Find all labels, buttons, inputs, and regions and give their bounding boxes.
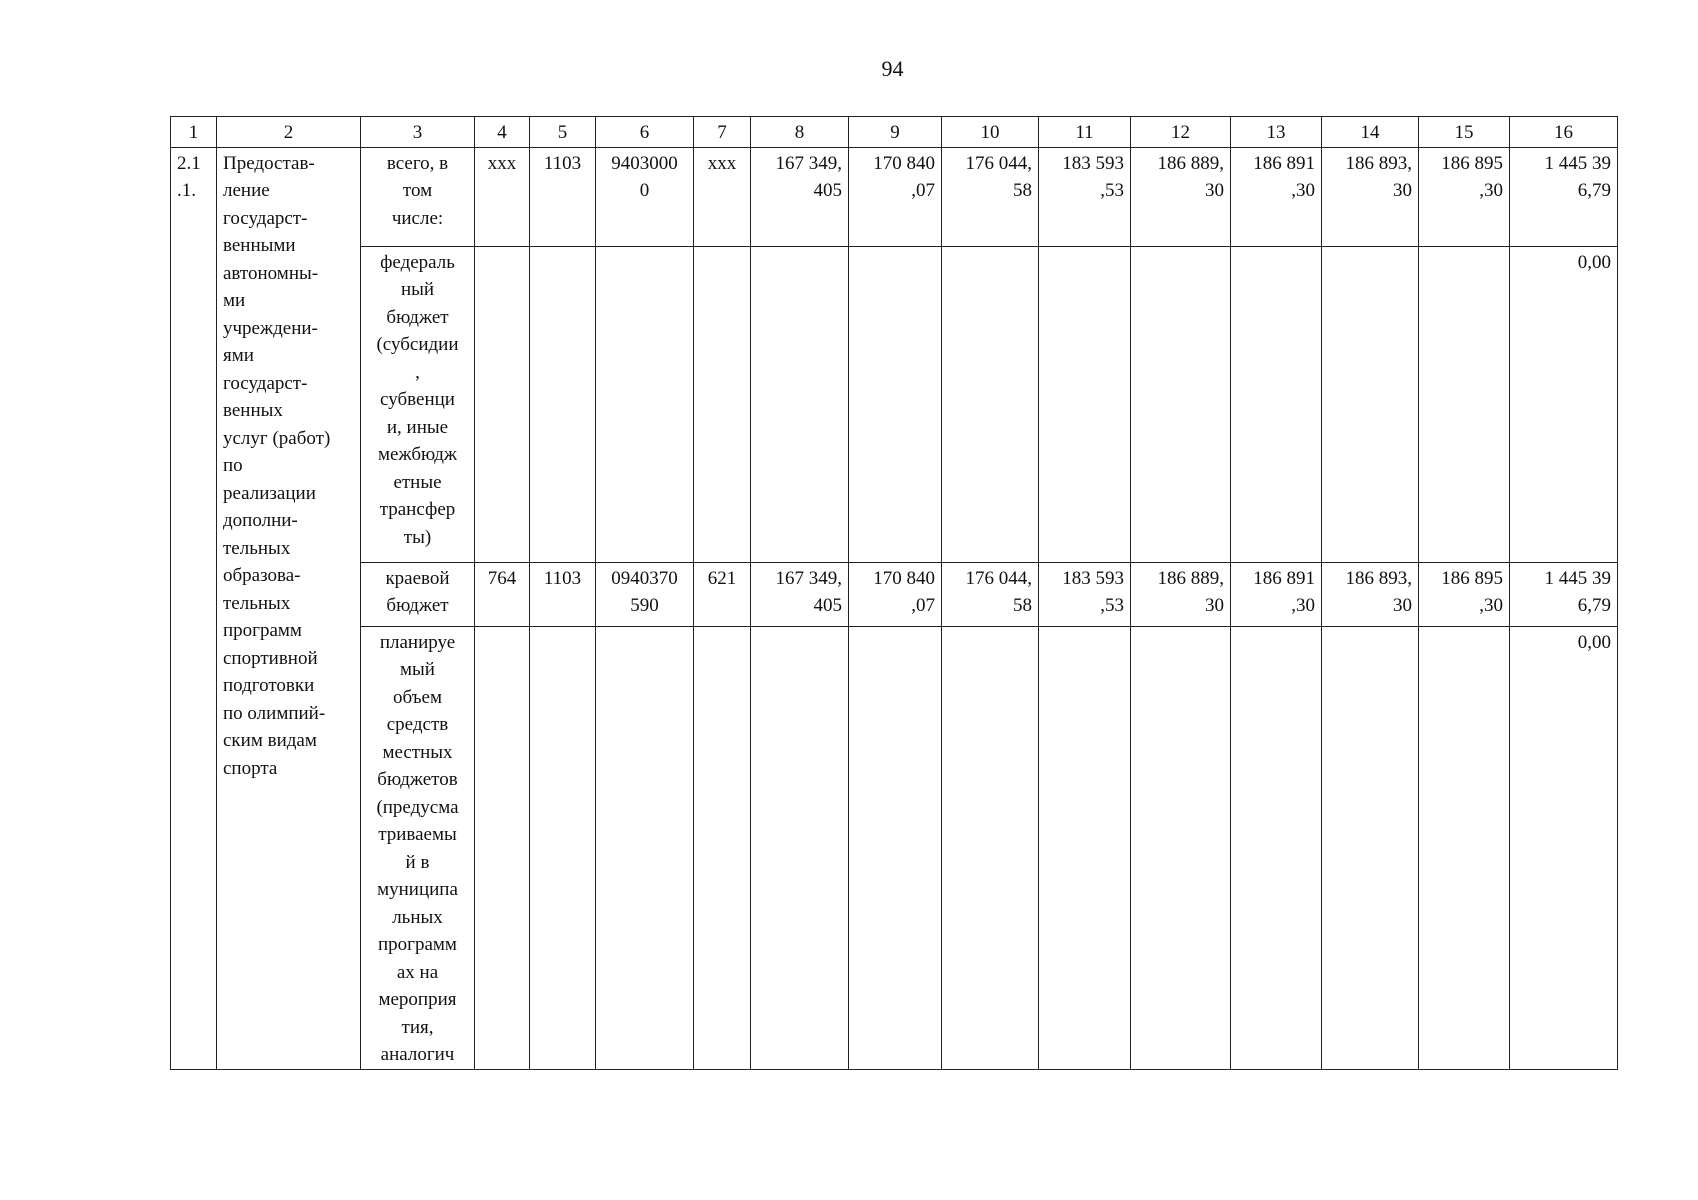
cell-col7: ххх [694,147,751,246]
column-number-row [171,117,1618,148]
column-header: 16 [1510,117,1618,148]
cell-col5: 1103 [530,562,596,626]
column-header: 11 [1039,117,1131,148]
table-row-total [171,147,1618,246]
cell-col16: 1 445 39 6,79 [1510,562,1618,626]
table-row-federal [171,246,1618,562]
cell-col7 [694,626,751,1069]
cell-col9: 170 840 ,07 [849,147,942,246]
cell-col4 [475,626,530,1069]
cell-col5 [530,246,596,562]
cell-col15: 186 895 ,30 [1419,147,1510,246]
cell-col8: 167 349, 405 [751,147,849,246]
cell-col15: 186 895 ,30 [1419,562,1510,626]
column-header: 15 [1419,117,1510,148]
cell-col14 [1322,626,1419,1069]
column-header: 9 [849,117,942,148]
cell-col4: 764 [475,562,530,626]
cell-col13: 186 891 ,30 [1231,147,1322,246]
column-header: 3 [361,117,475,148]
cell-col6 [596,626,694,1069]
cell-col5 [530,626,596,1069]
item-number: 2.1 .1. [171,147,217,1069]
cell-col12 [1131,246,1231,562]
column-header: 7 [694,117,751,148]
funding-source: всего, в том числе: [361,147,475,246]
cell-col12 [1131,626,1231,1069]
cell-col10: 176 044, 58 [942,562,1039,626]
cell-col9: 170 840 ,07 [849,562,942,626]
cell-col15 [1419,626,1510,1069]
cell-col14: 186 893, 30 [1322,147,1419,246]
cell-col13 [1231,246,1322,562]
cell-col13 [1231,626,1322,1069]
funding-source: планируе мый объем средств местных бюджетов (предусма триваемы й в муниципа льных программ ах на мероприя тия, аналогич [361,626,475,1069]
column-header: 2 [217,117,361,148]
cell-col11: 183 593 ,53 [1039,147,1131,246]
column-header: 1 [171,117,217,148]
cell-col8: 167 349, 405 [751,562,849,626]
cell-col10 [942,246,1039,562]
column-header: 10 [942,117,1039,148]
cell-col15 [1419,246,1510,562]
column-header: 13 [1231,117,1322,148]
page-number: 94 [881,56,904,81]
column-header: 12 [1131,117,1231,148]
cell-col11: 183 593 ,53 [1039,562,1131,626]
cell-col10: 176 044, 58 [942,147,1039,246]
cell-col12: 186 889, 30 [1131,562,1231,626]
column-header: 8 [751,117,849,148]
item-name: Предостав- ление государст- венными автономны- ми учреждени- ями государст- венных услуг (работ) по реализации дополни- тельных образова- тельных программ спортивной подготовки по олимпий- ским видам спорта [217,147,361,1069]
cell-col8 [751,246,849,562]
cell-col7: 621 [694,562,751,626]
cell-col16: 0,00 [1510,626,1618,1069]
column-header: 14 [1322,117,1419,148]
funding-source: краевой бюджет [361,562,475,626]
cell-col6: 0940370 590 [596,562,694,626]
table-row-regional [171,562,1618,626]
cell-col11 [1039,626,1131,1069]
funding-source: федераль ный бюджет (субсидии , субвенци и, иные межбюдж етные трансфер ты) [361,246,475,562]
budget-table [170,116,1618,1070]
cell-col6 [596,246,694,562]
cell-col5: 1103 [530,147,596,246]
cell-col12: 186 889, 30 [1131,147,1231,246]
cell-col7 [694,246,751,562]
cell-col14: 186 893, 30 [1322,562,1419,626]
cell-col10 [942,626,1039,1069]
cell-col6: 9403000 0 [596,147,694,246]
cell-col4 [475,246,530,562]
cell-col16: 0,00 [1510,246,1618,562]
cell-col9 [849,626,942,1069]
cell-col8 [751,626,849,1069]
column-header: 5 [530,117,596,148]
column-header: 6 [596,117,694,148]
column-header: 4 [475,117,530,148]
cell-col16: 1 445 39 6,79 [1510,147,1618,246]
cell-col14 [1322,246,1419,562]
cell-col13: 186 891 ,30 [1231,562,1322,626]
cell-col9 [849,246,942,562]
table-row-local [171,626,1618,1069]
cell-col4: ххх [475,147,530,246]
cell-col11 [1039,246,1131,562]
